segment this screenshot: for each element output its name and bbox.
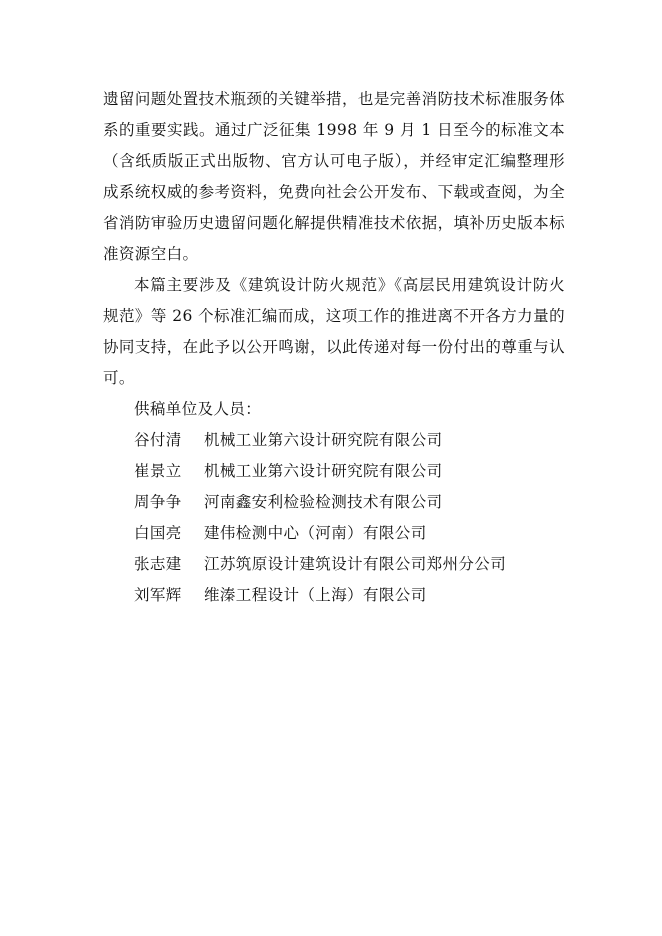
contributor-row: [103, 425, 565, 456]
contributor-row: [103, 487, 565, 518]
contributor-organization: 机械工业第六设计研究院有限公司: [204, 462, 443, 480]
contributor-organization: 维溱工程设计（上海）有限公司: [204, 586, 427, 604]
contributors-list: [103, 425, 565, 611]
contributor-organization: 建伟检测中心（河南）有限公司: [204, 524, 427, 542]
paragraph-continuation: 遗留问题处置技术瓶颈的关键举措，也是完善消防技术标准服务体系的重要实践。通过广泛征集 1998 年 9 月 1 日至今的标准文本（含纸质版正式出版物、官方认可电子版），并经审定汇编整理形成系统权威的参考资料，免费向社会公开发布、下载或查阅，为全省消防审验历史遗留问题化解提供精准技术依据，填补历史版本标准资源空白。: [103, 90, 565, 263]
contributor-organization: 江苏筑原设计建筑设计有限公司郑州分公司: [204, 555, 507, 573]
contributor-name: 刘军辉: [134, 586, 182, 604]
contributor-row: [103, 456, 565, 487]
contributor-organization: 河南鑫安利检验检测技术有限公司: [204, 493, 443, 511]
paragraph-acknowledgement: 本篇主要涉及《建筑设计防火规范》《高层民用建筑设计防火规范》等 26 个标准汇编而成，这项工作的推进离不开各方力量的协同支持，在此予以公开鸣谢，以此传递对每一份付出的尊重与认可。: [103, 276, 565, 387]
contributor-name: 周争争: [134, 493, 182, 511]
contributor-name: 崔景立: [134, 462, 182, 480]
contributor-organization: 机械工业第六设计研究院有限公司: [204, 431, 443, 449]
contributor-name: 谷付清: [134, 431, 182, 449]
contributor-name: 白国亮: [134, 524, 182, 542]
contributors-heading: 供稿单位及人员：: [134, 400, 262, 418]
contributor-row: [103, 518, 565, 549]
contributor-row: [103, 580, 565, 611]
contributor-name: 张志建: [134, 555, 182, 573]
contributor-row: [103, 549, 565, 580]
page-content: [103, 84, 565, 611]
